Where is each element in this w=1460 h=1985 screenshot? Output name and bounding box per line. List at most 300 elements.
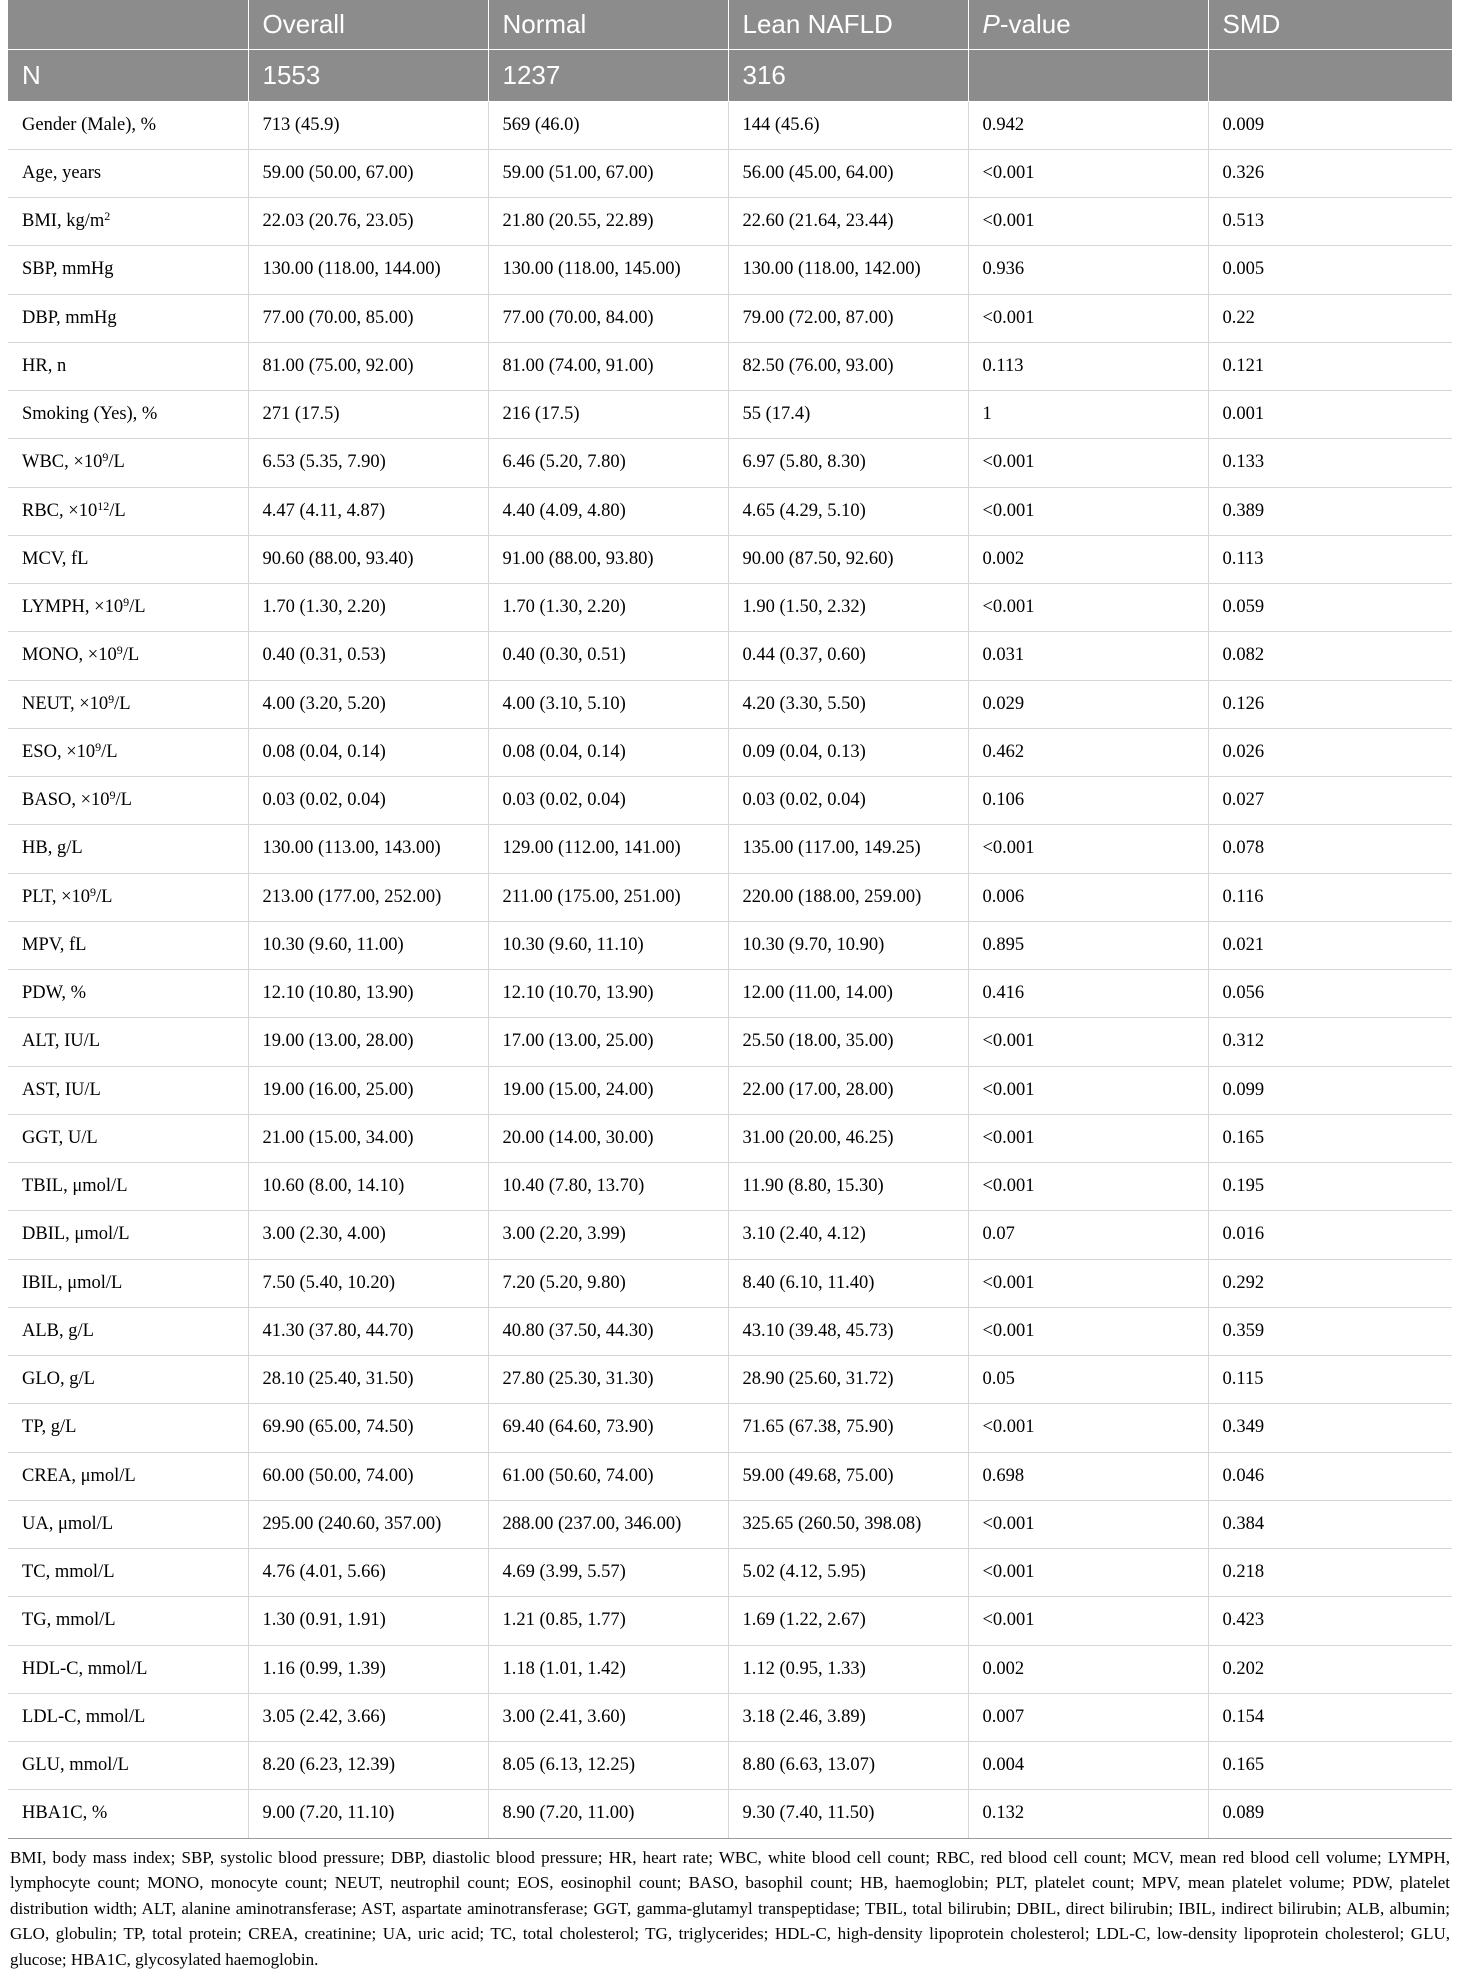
cell-smd: 0.046 [1208,1452,1452,1500]
row-label-superscript: 9 [108,691,115,706]
cell-p-value: <0.001 [968,487,1208,535]
row-label-text: CREA, μmol/L [22,1465,136,1486]
row-label [8,1066,248,1114]
cell-overall: 28.10 (25.40, 31.50) [248,1356,488,1404]
cell-normal: 211.00 (175.00, 251.00) [488,873,728,921]
table-row [8,825,1452,873]
table-row [8,1211,1452,1259]
row-label-text: TC, mmol/L [22,1562,115,1583]
row-label-text: NEUT, ×10 [22,693,109,714]
cell-smd: 0.056 [1208,970,1452,1018]
table-body [8,101,1452,1838]
cell-lean-nafld: 12.00 (11.00, 14.00) [728,970,968,1018]
cell-overall: 81.00 (75.00, 92.00) [248,342,488,390]
cell-p-value: 0.106 [968,777,1208,825]
row-label [8,1307,248,1355]
cell-smd: 0.423 [1208,1597,1452,1645]
table-row [8,1018,1452,1066]
table-row [8,1404,1452,1452]
row-label-text: TBIL, μmol/L [22,1176,128,1197]
cell-smd: 0.027 [1208,777,1452,825]
cell-overall: 8.20 (6.23, 12.39) [248,1742,488,1790]
cell-normal: 77.00 (70.00, 84.00) [488,294,728,342]
cell-p-value: 0.05 [968,1356,1208,1404]
cell-normal: 4.40 (4.09, 4.80) [488,487,728,535]
table-row [8,101,1452,149]
cell-p-value: 0.07 [968,1211,1208,1259]
cell-normal: 61.00 (50.60, 74.00) [488,1452,728,1500]
header-cell-normal: Normal [488,0,728,49]
cell-lean-nafld: 1.12 (0.95, 1.33) [728,1645,968,1693]
cell-overall: 3.00 (2.30, 4.00) [248,1211,488,1259]
column-header-row [8,0,1452,49]
row-label [8,1693,248,1741]
row-label-unit: /L [114,693,131,714]
cell-overall: 69.90 (65.00, 74.50) [248,1404,488,1452]
row-label-text: GLU, mmol/L [22,1755,129,1776]
cell-overall: 271 (17.5) [248,391,488,439]
row-label-text: MONO, ×10 [22,645,117,666]
header-cell-smd: SMD [1208,0,1452,49]
n-p-value [968,49,1208,101]
row-label [8,873,248,921]
n-row [8,49,1452,101]
cell-overall: 130.00 (118.00, 144.00) [248,246,488,294]
cell-normal: 0.40 (0.30, 0.51) [488,632,728,680]
cell-p-value: <0.001 [968,1259,1208,1307]
cell-smd: 0.115 [1208,1356,1452,1404]
row-label-superscript: 9 [116,643,123,658]
cell-lean-nafld: 8.80 (6.63, 13.07) [728,1742,968,1790]
cell-lean-nafld: 0.44 (0.37, 0.60) [728,632,968,680]
cell-p-value: 1 [968,391,1208,439]
row-label-text: TP, g/L [22,1417,77,1438]
cell-overall: 0.08 (0.04, 0.14) [248,728,488,776]
cell-lean-nafld: 11.90 (8.80, 15.30) [728,1163,968,1211]
n-overall: 1553 [248,49,488,101]
cell-lean-nafld: 43.10 (39.48, 45.73) [728,1307,968,1355]
cell-normal: 3.00 (2.20, 3.99) [488,1211,728,1259]
cell-smd: 0.126 [1208,680,1452,728]
cell-smd: 0.165 [1208,1742,1452,1790]
row-label-text: Gender (Male), % [22,114,157,135]
row-label-unit: /L [96,886,113,907]
cell-overall: 4.47 (4.11, 4.87) [248,487,488,535]
page [8,0,1452,1972]
cell-smd: 0.349 [1208,1404,1452,1452]
cell-lean-nafld: 4.20 (3.30, 5.50) [728,680,968,728]
cell-normal: 288.00 (237.00, 346.00) [488,1500,728,1548]
row-label [8,1597,248,1645]
row-label-text: LDL-C, mmol/L [22,1706,146,1727]
row-label-text: MPV, fL [22,934,87,955]
n-label: N [8,49,248,101]
cell-lean-nafld: 10.30 (9.70, 10.90) [728,921,968,969]
cell-p-value: 0.002 [968,1645,1208,1693]
row-label [8,101,248,149]
cell-lean-nafld: 56.00 (45.00, 64.00) [728,149,968,197]
table-row [8,246,1452,294]
cell-normal: 91.00 (88.00, 93.80) [488,535,728,583]
cell-p-value: 0.029 [968,680,1208,728]
cell-lean-nafld: 59.00 (49.68, 75.00) [728,1452,968,1500]
table-footnote: BMI, body mass index; SBP, systolic blood pressure; DBP, diastolic blood pressure; HR, heart rate; WBC, white blood cell count; RBC, red blood cell count; MCV, mean red blood cell volume; LYMPH, lymphocyte count; MONO, monocyte count; NEUT, neutrophil count; EOS, eosinophil count; BASO, basophil count; HB, haemoglobin; PLT, platelet count; MPV, mean platelet volume; PDW, platelet distribution width; ALT, alanine aminotransferase; AST, aspartate aminotransferase; GGT, gamma-glutamyl transpeptidase; TBIL, total bilirubin; DBIL, direct bilirubin; IBIL, indirect bilirubin; ALB, albumin; GLO, globulin; TP, total protein; CREA, creatinine; UA, uric acid; TC, total cholesterol; TG, triglycerides; HDL-C, high-density lipoprotein cholesterol; LDL-C, low-density lipoprotein cholesterol; GLU, glucose; HBA1C, glycosylated haemoglobin. [10,1847,1450,1969]
cell-smd: 0.016 [1208,1211,1452,1259]
cell-p-value: <0.001 [968,1549,1208,1597]
cell-normal: 1.21 (0.85, 1.77) [488,1597,728,1645]
table-row [8,873,1452,921]
cell-p-value: <0.001 [968,825,1208,873]
cell-lean-nafld: 1.90 (1.50, 2.32) [728,584,968,632]
cell-overall: 22.03 (20.76, 23.05) [248,198,488,246]
cell-overall: 77.00 (70.00, 85.00) [248,294,488,342]
row-label-text: MCV, fL [22,548,89,569]
table-row [8,680,1452,728]
cell-normal: 10.30 (9.60, 11.10) [488,921,728,969]
table-row [8,777,1452,825]
table-row [8,391,1452,439]
row-label [8,1742,248,1790]
table-row [8,342,1452,390]
table-row [8,970,1452,1018]
cell-overall: 130.00 (113.00, 143.00) [248,825,488,873]
cell-smd: 0.009 [1208,101,1452,149]
cell-normal: 8.90 (7.20, 11.00) [488,1790,728,1838]
cell-normal: 6.46 (5.20, 7.80) [488,439,728,487]
row-label [8,535,248,583]
cell-p-value: 0.113 [968,342,1208,390]
cell-smd: 0.121 [1208,342,1452,390]
cell-normal: 10.40 (7.80, 13.70) [488,1163,728,1211]
table-row [8,921,1452,969]
cell-overall: 213.00 (177.00, 252.00) [248,873,488,921]
cell-overall: 60.00 (50.00, 74.00) [248,1452,488,1500]
cell-lean-nafld: 79.00 (72.00, 87.00) [728,294,968,342]
row-label [8,970,248,1018]
cell-smd: 0.059 [1208,584,1452,632]
row-label [8,1790,248,1838]
row-label-text: LYMPH, ×10 [22,597,124,618]
cell-p-value: <0.001 [968,294,1208,342]
row-label [8,294,248,342]
row-label [8,921,248,969]
cell-smd: 0.001 [1208,391,1452,439]
cell-overall: 19.00 (16.00, 25.00) [248,1066,488,1114]
cell-p-value: <0.001 [968,1163,1208,1211]
cell-p-value: <0.001 [968,584,1208,632]
table-row [8,584,1452,632]
cell-overall: 6.53 (5.35, 7.90) [248,439,488,487]
row-label-superscript: 9 [109,788,116,803]
row-label-text: SBP, mmHg [22,259,114,280]
cell-smd: 0.513 [1208,198,1452,246]
row-label [8,149,248,197]
cell-smd: 0.384 [1208,1500,1452,1548]
cell-normal: 12.10 (10.70, 13.90) [488,970,728,1018]
cell-smd: 0.082 [1208,632,1452,680]
cell-smd: 0.326 [1208,149,1452,197]
table-header [8,0,1452,101]
row-label-text: IBIL, μmol/L [22,1272,123,1293]
table-row [8,198,1452,246]
cell-normal: 17.00 (13.00, 25.00) [488,1018,728,1066]
cell-p-value: 0.031 [968,632,1208,680]
cell-normal: 81.00 (74.00, 91.00) [488,342,728,390]
cell-p-value: 0.942 [968,101,1208,149]
cell-smd: 0.312 [1208,1018,1452,1066]
row-label-superscript: 12 [97,498,110,513]
cell-p-value: 0.007 [968,1693,1208,1741]
cell-lean-nafld: 144 (45.6) [728,101,968,149]
cell-normal: 7.20 (5.20, 9.80) [488,1259,728,1307]
row-label-text: DBP, mmHg [22,307,117,328]
table-row [8,1500,1452,1548]
row-label-superscript: 9 [90,884,97,899]
cell-lean-nafld: 22.60 (21.64, 23.44) [728,198,968,246]
row-label-text: TG, mmol/L [22,1610,116,1631]
cell-lean-nafld: 130.00 (118.00, 142.00) [728,246,968,294]
row-label-text: WBC, ×10 [22,452,103,473]
table-row [8,632,1452,680]
cell-normal: 0.03 (0.02, 0.04) [488,777,728,825]
cell-normal: 216 (17.5) [488,391,728,439]
cell-lean-nafld: 4.65 (4.29, 5.10) [728,487,968,535]
row-label-unit: /L [101,741,118,762]
table-row [8,1066,1452,1114]
row-label [8,777,248,825]
cell-smd: 0.078 [1208,825,1452,873]
table-row [8,1114,1452,1162]
cell-lean-nafld: 220.00 (188.00, 259.00) [728,873,968,921]
cell-p-value: <0.001 [968,1307,1208,1355]
table-row [8,1163,1452,1211]
row-label [8,1645,248,1693]
row-label-superscript: 9 [95,739,102,754]
cell-normal: 4.69 (3.99, 5.57) [488,1549,728,1597]
cell-overall: 21.00 (15.00, 34.00) [248,1114,488,1162]
row-label-text: HBA1C, % [22,1803,108,1824]
row-label-text: UA, μmol/L [22,1513,114,1534]
cell-overall: 41.30 (37.80, 44.70) [248,1307,488,1355]
cell-overall: 90.60 (88.00, 93.40) [248,535,488,583]
table-row [8,487,1452,535]
table-row [8,1790,1452,1838]
cell-lean-nafld: 135.00 (117.00, 149.25) [728,825,968,873]
cell-normal: 129.00 (112.00, 141.00) [488,825,728,873]
cell-p-value: <0.001 [968,1066,1208,1114]
cell-p-value: <0.001 [968,1597,1208,1645]
cell-p-value: <0.001 [968,439,1208,487]
cell-smd: 0.202 [1208,1645,1452,1693]
row-label-text: GGT, U/L [22,1127,98,1148]
row-label [8,825,248,873]
row-label [8,439,248,487]
cell-p-value: <0.001 [968,198,1208,246]
row-label-unit: /L [129,597,146,618]
row-label [8,1356,248,1404]
cell-overall: 12.10 (10.80, 13.90) [248,970,488,1018]
table-row [8,439,1452,487]
cell-lean-nafld: 55 (17.4) [728,391,968,439]
cell-overall: 9.00 (7.20, 11.10) [248,1790,488,1838]
row-label-text: Smoking (Yes), % [22,404,158,425]
row-label [8,1259,248,1307]
cell-normal: 1.70 (1.30, 2.20) [488,584,728,632]
cell-overall: 10.60 (8.00, 14.10) [248,1163,488,1211]
header-cell-lean-nafld: Lean NAFLD [728,0,968,49]
row-label-text: PDW, % [22,983,87,1004]
cell-normal: 40.80 (37.50, 44.30) [488,1307,728,1355]
row-label [8,391,248,439]
row-label-superscript: 9 [102,450,109,465]
characteristics-table [8,0,1452,1839]
row-label [8,1114,248,1162]
cell-overall: 295.00 (240.60, 357.00) [248,1500,488,1548]
table-row [8,1742,1452,1790]
cell-overall: 4.76 (4.01, 5.66) [248,1549,488,1597]
row-label-unit: /L [122,645,140,666]
table-row [8,1549,1452,1597]
cell-normal: 27.80 (25.30, 31.30) [488,1356,728,1404]
cell-smd: 0.292 [1208,1259,1452,1307]
cell-overall: 1.70 (1.30, 2.20) [248,584,488,632]
row-label [8,1500,248,1548]
cell-p-value: <0.001 [968,1114,1208,1162]
row-label-text: ESO, ×10 [22,741,96,762]
row-label-unit: /L [109,500,126,521]
table-row [8,535,1452,583]
cell-normal: 0.08 (0.04, 0.14) [488,728,728,776]
row-label-text: BMI, kg/m [22,211,105,232]
cell-normal: 4.00 (3.10, 5.10) [488,680,728,728]
row-label-unit: /L [108,452,125,473]
cell-lean-nafld: 90.00 (87.50, 92.60) [728,535,968,583]
row-label-superscript: 9 [123,595,130,610]
cell-p-value: <0.001 [968,1018,1208,1066]
table-row [8,149,1452,197]
cell-lean-nafld: 71.65 (67.38, 75.90) [728,1404,968,1452]
cell-overall: 59.00 (50.00, 67.00) [248,149,488,197]
cell-smd: 0.359 [1208,1307,1452,1355]
cell-lean-nafld: 5.02 (4.12, 5.95) [728,1549,968,1597]
cell-smd: 0.154 [1208,1693,1452,1741]
cell-overall: 19.00 (13.00, 28.00) [248,1018,488,1066]
cell-smd: 0.133 [1208,439,1452,487]
row-label-text: AST, IU/L [22,1079,101,1100]
cell-normal: 20.00 (14.00, 30.00) [488,1114,728,1162]
cell-overall: 0.40 (0.31, 0.53) [248,632,488,680]
cell-lean-nafld: 82.50 (76.00, 93.00) [728,342,968,390]
cell-smd: 0.005 [1208,246,1452,294]
row-label [8,1452,248,1500]
row-label [8,1404,248,1452]
row-label-superscript: 2 [104,209,111,224]
cell-overall: 10.30 (9.60, 11.00) [248,921,488,969]
cell-lean-nafld: 8.40 (6.10, 11.40) [728,1259,968,1307]
cell-p-value: 0.004 [968,1742,1208,1790]
row-label [8,632,248,680]
table-row [8,1259,1452,1307]
cell-normal: 130.00 (118.00, 145.00) [488,246,728,294]
row-label-text: GLO, g/L [22,1369,95,1390]
n-smd [1208,49,1452,101]
cell-lean-nafld: 6.97 (5.80, 8.30) [728,439,968,487]
cell-normal: 569 (46.0) [488,101,728,149]
cell-normal: 8.05 (6.13, 12.25) [488,1742,728,1790]
cell-lean-nafld: 1.69 (1.22, 2.67) [728,1597,968,1645]
row-label-text: RBC, ×10 [22,500,98,521]
cell-overall: 713 (45.9) [248,101,488,149]
table-row [8,1452,1452,1500]
row-label-text: HR, n [22,355,67,376]
row-label-text: BASO, ×10 [22,790,110,811]
cell-smd: 0.165 [1208,1114,1452,1162]
cell-p-value: 0.416 [968,970,1208,1018]
row-label-unit: /L [115,790,132,811]
table-row [8,1356,1452,1404]
cell-smd: 0.113 [1208,535,1452,583]
cell-lean-nafld: 25.50 (18.00, 35.00) [728,1018,968,1066]
row-label-text: DBIL, μmol/L [22,1224,130,1245]
header-cell-overall: Overall [248,0,488,49]
cell-overall: 7.50 (5.40, 10.20) [248,1259,488,1307]
row-label [8,342,248,390]
row-label [8,728,248,776]
cell-normal: 3.00 (2.41, 3.60) [488,1693,728,1741]
row-label [8,1018,248,1066]
cell-overall: 0.03 (0.02, 0.04) [248,777,488,825]
cell-p-value: 0.698 [968,1452,1208,1500]
row-label [8,584,248,632]
table-row [8,1645,1452,1693]
table-row [8,1693,1452,1741]
cell-p-value: <0.001 [968,1404,1208,1452]
cell-p-value: 0.895 [968,921,1208,969]
table-row [8,728,1452,776]
row-label [8,680,248,728]
row-label [8,1549,248,1597]
table-row [8,294,1452,342]
cell-overall: 1.30 (0.91, 1.91) [248,1597,488,1645]
cell-p-value: 0.132 [968,1790,1208,1838]
cell-smd: 0.116 [1208,873,1452,921]
cell-normal: 1.18 (1.01, 1.42) [488,1645,728,1693]
cell-lean-nafld: 0.09 (0.04, 0.13) [728,728,968,776]
cell-p-value: 0.002 [968,535,1208,583]
row-label-text: HB, g/L [22,838,83,859]
row-label-text: Age, years [22,162,102,183]
cell-lean-nafld: 325.65 (260.50, 398.08) [728,1500,968,1548]
row-label [8,487,248,535]
cell-overall: 1.16 (0.99, 1.39) [248,1645,488,1693]
cell-lean-nafld: 0.03 (0.02, 0.04) [728,777,968,825]
row-label-text: ALB, g/L [22,1320,94,1341]
row-label-text: ALT, IU/L [22,1031,101,1052]
header-cell-p-value: P-value [968,0,1208,49]
row-label-text: HDL-C, mmol/L [22,1658,148,1679]
cell-lean-nafld: 3.18 (2.46, 3.89) [728,1693,968,1741]
cell-smd: 0.22 [1208,294,1452,342]
cell-p-value: 0.462 [968,728,1208,776]
cell-normal: 59.00 (51.00, 67.00) [488,149,728,197]
cell-p-value: <0.001 [968,149,1208,197]
cell-normal: 19.00 (15.00, 24.00) [488,1066,728,1114]
cell-overall: 4.00 (3.20, 5.20) [248,680,488,728]
cell-overall: 3.05 (2.42, 3.66) [248,1693,488,1741]
n-lean-nafld: 316 [728,49,968,101]
cell-lean-nafld: 9.30 (7.40, 11.50) [728,1790,968,1838]
cell-normal: 21.80 (20.55, 22.89) [488,198,728,246]
